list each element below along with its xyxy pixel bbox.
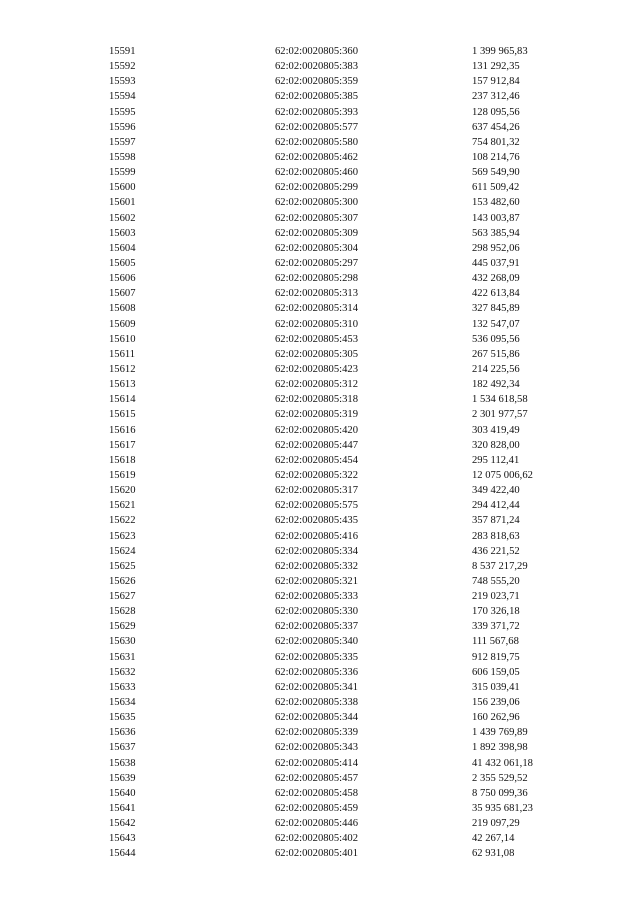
table-row [109, 604, 579, 619]
table-row [109, 241, 579, 256]
cadastral-value-cell: 298 952,06 [472, 242, 520, 254]
table-row [109, 453, 579, 468]
row-number-cell: 15596 [109, 121, 136, 133]
cadastral-value-cell: 294 412,44 [472, 500, 520, 512]
cadastral-value-cell: 219 023,71 [472, 591, 520, 603]
cadastral-number-cell: 62:02:0020805:447 [275, 439, 358, 451]
row-number-cell: 15625 [109, 560, 136, 572]
cadastral-value-cell: 912 819,75 [472, 651, 520, 663]
table-row [109, 150, 579, 165]
cadastral-value-cell: 339 371,72 [472, 621, 520, 633]
row-number-cell: 15621 [109, 500, 136, 512]
cadastral-number-cell: 62:02:0020805:402 [275, 833, 358, 845]
row-number-cell: 15629 [109, 621, 136, 633]
cadastral-value-cell: 267 515,86 [472, 348, 520, 360]
row-number-cell: 15610 [109, 333, 136, 345]
row-number-cell: 15641 [109, 803, 136, 815]
row-number-cell: 15617 [109, 439, 136, 451]
table-row [109, 377, 579, 392]
cadastral-number-cell: 62:02:0020805:312 [275, 379, 358, 391]
table-row [109, 710, 579, 725]
row-number-cell: 15623 [109, 530, 136, 542]
row-number-cell: 15592 [109, 61, 136, 73]
row-number-cell: 15595 [109, 106, 136, 118]
cadastral-value-cell: 132 547,07 [472, 318, 520, 330]
cadastral-value-cell: 12 075 006,62 [472, 469, 533, 481]
row-number-cell: 15614 [109, 394, 136, 406]
row-number-cell: 15597 [109, 136, 136, 148]
row-number-cell: 15628 [109, 606, 136, 618]
row-number-cell: 15598 [109, 151, 136, 163]
cadastral-number-cell: 62:02:0020805:435 [275, 515, 358, 527]
row-number-cell: 15643 [109, 833, 136, 845]
cadastral-number-cell: 62:02:0020805:360 [275, 46, 358, 57]
row-number-cell: 15608 [109, 303, 136, 315]
cadastral-value-cell: 41 432 061,18 [472, 757, 533, 769]
table-row [109, 846, 579, 861]
cadastral-value-cell: 2 301 977,57 [472, 409, 528, 421]
table-row [109, 89, 579, 104]
table-row [109, 286, 579, 301]
cadastral-number-cell: 62:02:0020805:319 [275, 409, 358, 421]
cadastral-number-cell: 62:02:0020805:460 [275, 167, 358, 179]
cadastral-number-cell: 62:02:0020805:300 [275, 197, 358, 209]
table-row [109, 619, 579, 634]
cadastral-number-cell: 62:02:0020805:420 [275, 424, 358, 436]
cadastral-value-cell: 143 003,87 [472, 212, 520, 224]
row-number-cell: 15600 [109, 182, 136, 194]
cadastral-number-cell: 62:02:0020805:385 [275, 91, 358, 103]
cadastral-number-cell: 62:02:0020805:341 [275, 681, 358, 693]
row-number-cell: 15619 [109, 469, 136, 481]
table-row [109, 407, 579, 422]
row-number-cell: 15642 [109, 818, 136, 830]
cadastral-number-cell: 62:02:0020805:314 [275, 303, 358, 315]
row-number-cell: 15634 [109, 697, 136, 709]
cadastral-number-cell: 62:02:0020805:318 [275, 394, 358, 406]
cadastral-value-cell: 219 097,29 [472, 818, 520, 830]
table-row [109, 271, 579, 286]
row-number-cell: 15640 [109, 787, 136, 799]
cadastral-value-cell: 611 509,42 [472, 182, 520, 194]
cadastral-value-cell: 156 239,06 [472, 697, 520, 709]
row-number-cell: 15635 [109, 712, 136, 724]
table-row [109, 740, 579, 755]
cadastral-number-cell: 62:02:0020805:383 [275, 61, 358, 73]
row-number-cell: 15622 [109, 515, 136, 527]
table-row [109, 544, 579, 559]
row-number-cell: 15637 [109, 742, 136, 754]
cadastral-number-cell: 62:02:0020805:454 [275, 454, 358, 466]
table-row [109, 665, 579, 680]
cadastral-number-cell: 62:02:0020805:446 [275, 818, 358, 830]
row-number-cell: 15631 [109, 651, 136, 663]
cadastral-number-cell: 62:02:0020805:336 [275, 666, 358, 678]
cadastral-value-cell: 170 326,18 [472, 606, 520, 618]
cadastral-number-cell: 62:02:0020805:343 [275, 742, 358, 754]
table-row [109, 211, 579, 226]
table-row [109, 680, 579, 695]
table-row [109, 120, 579, 135]
cadastral-value-cell: 422 613,84 [472, 288, 520, 300]
table-row [109, 44, 579, 59]
cadastral-value-cell: 315 039,41 [472, 681, 520, 693]
table-row [109, 392, 579, 407]
cadastral-number-cell: 62:02:0020805:299 [275, 182, 358, 194]
table-row [109, 362, 579, 377]
table-row [109, 559, 579, 574]
row-number-cell: 15616 [109, 424, 136, 436]
cadastral-number-cell: 62:02:0020805:340 [275, 636, 358, 648]
cadastral-number-cell: 62:02:0020805:298 [275, 273, 358, 285]
cadastral-number-cell: 62:02:0020805:577 [275, 121, 358, 133]
cadastral-value-cell: 637 454,26 [472, 121, 520, 133]
table-row [109, 135, 579, 150]
cadastral-value-cell: 35 935 681,23 [472, 803, 533, 815]
cadastral-value-cell: 128 095,56 [472, 106, 520, 118]
cadastral-value-cell: 1 534 618,58 [472, 394, 528, 406]
cadastral-value-cell: 111 567,68 [472, 636, 519, 648]
table-row [109, 634, 579, 649]
cadastral-number-cell: 62:02:0020805:401 [275, 848, 358, 860]
cadastral-value-cell: 157 912,84 [472, 76, 520, 88]
cadastral-value-cell: 357 871,24 [472, 515, 520, 527]
row-number-cell: 15620 [109, 485, 136, 497]
table-row [109, 105, 579, 120]
row-number-cell: 15626 [109, 575, 136, 587]
cadastral-number-cell: 62:02:0020805:453 [275, 333, 358, 345]
cadastral-value-cell: 349 422,40 [472, 485, 520, 497]
row-number-cell: 15636 [109, 727, 136, 739]
table-row [109, 650, 579, 665]
cadastral-value-cell: 303 419,49 [472, 424, 520, 436]
row-number-cell: 15601 [109, 197, 136, 209]
cadastral-value-cell: 1 439 769,89 [472, 727, 528, 739]
cadastral-value-cell: 1 892 398,98 [472, 742, 528, 754]
cadastral-value-cell: 2 355 529,52 [472, 772, 528, 784]
row-number-cell: 15615 [109, 409, 136, 421]
row-number-cell: 15638 [109, 757, 136, 769]
row-number-cell: 15618 [109, 454, 136, 466]
cadastral-number-cell: 62:02:0020805:330 [275, 606, 358, 618]
cadastral-number-cell: 62:02:0020805:423 [275, 363, 358, 375]
cadastral-number-cell: 62:02:0020805:458 [275, 787, 358, 799]
row-number-cell: 15644 [109, 848, 136, 860]
cadastral-value-cell: 445 037,91 [472, 257, 520, 269]
cadastral-number-cell: 62:02:0020805:335 [275, 651, 358, 663]
cadastral-number-cell: 62:02:0020805:307 [275, 212, 358, 224]
cadastral-number-cell: 62:02:0020805:297 [275, 257, 358, 269]
table-row [109, 771, 579, 786]
cadastral-number-cell: 62:02:0020805:344 [275, 712, 358, 724]
table-row [109, 74, 579, 89]
cadastral-value-cell: 153 482,60 [472, 197, 520, 209]
cadastral-value-cell: 606 159,05 [472, 666, 520, 678]
row-number-cell: 15604 [109, 242, 136, 254]
row-number-cell: 15609 [109, 318, 136, 330]
cadastral-value-cell: 8 750 099,36 [472, 787, 528, 799]
table-row [109, 529, 579, 544]
cadastral-value-cell: 563 385,94 [472, 227, 520, 239]
row-number-cell: 15627 [109, 591, 136, 603]
cadastral-value-cell: 1 399 965,83 [472, 46, 528, 57]
table-row [109, 695, 579, 710]
table-row [109, 589, 579, 604]
row-number-cell: 15607 [109, 288, 136, 300]
cadastral-number-cell: 62:02:0020805:305 [275, 348, 358, 360]
cadastral-number-cell: 62:02:0020805:414 [275, 757, 358, 769]
cadastral-number-cell: 62:02:0020805:337 [275, 621, 358, 633]
cadastral-value-cell: 432 268,09 [472, 273, 520, 285]
cadastral-value-cell: 62 931,08 [472, 848, 515, 860]
table-row [109, 438, 579, 453]
cadastral-value-cell: 8 537 217,29 [472, 560, 528, 572]
row-number-cell: 15630 [109, 636, 136, 648]
cadastral-value-cell: 327 845,89 [472, 303, 520, 315]
cadastral-number-cell: 62:02:0020805:575 [275, 500, 358, 512]
cadastral-number-cell: 62:02:0020805:457 [275, 772, 358, 784]
cadastral-value-cell: 42 267,14 [472, 833, 515, 845]
table-row [109, 831, 579, 846]
cadastral-value-cell: 748 555,20 [472, 575, 520, 587]
cadastral-value-cell: 160 262,96 [472, 712, 520, 724]
table-row [109, 301, 579, 316]
row-number-cell: 15611 [109, 348, 136, 360]
cadastral-value-cell: 754 801,32 [472, 136, 520, 148]
cadastral-number-cell: 62:02:0020805:339 [275, 727, 358, 739]
table-row [109, 513, 579, 528]
cadastral-number-cell: 62:02:0020805:359 [275, 76, 358, 88]
cadastral-number-cell: 62:02:0020805:322 [275, 469, 358, 481]
row-number-cell: 15624 [109, 545, 136, 557]
cadastral-value-cell: 436 221,52 [472, 545, 520, 557]
row-number-cell: 15591 [109, 46, 136, 57]
cadastral-value-cell: 283 818,63 [472, 530, 520, 542]
row-number-cell: 15632 [109, 666, 136, 678]
cadastral-value-cell: 182 492,34 [472, 379, 520, 391]
table-row [109, 347, 579, 362]
cadastral-number-cell: 62:02:0020805:459 [275, 803, 358, 815]
row-number-cell: 15613 [109, 379, 136, 391]
table-row [109, 317, 579, 332]
row-number-cell: 15602 [109, 212, 136, 224]
cadastral-number-cell: 62:02:0020805:321 [275, 575, 358, 587]
table-row [109, 423, 579, 438]
table-row [109, 801, 579, 816]
table-row [109, 756, 579, 771]
cadastral-number-cell: 62:02:0020805:317 [275, 485, 358, 497]
table-row [109, 256, 579, 271]
cadastral-number-cell: 62:02:0020805:313 [275, 288, 358, 300]
row-number-cell: 15612 [109, 363, 136, 375]
table-row [109, 725, 579, 740]
row-number-cell: 15593 [109, 76, 136, 88]
cadastral-value-cell: 295 112,41 [472, 454, 520, 466]
row-number-cell: 15599 [109, 167, 136, 179]
cadastral-number-cell: 62:02:0020805:310 [275, 318, 358, 330]
cadastral-value-table [109, 44, 579, 862]
table-row [109, 226, 579, 241]
table-row [109, 786, 579, 801]
cadastral-number-cell: 62:02:0020805:309 [275, 227, 358, 239]
row-number-cell: 15605 [109, 257, 136, 269]
row-number-cell: 15633 [109, 681, 136, 693]
table-row [109, 195, 579, 210]
cadastral-value-cell: 320 828,00 [472, 439, 520, 451]
cadastral-number-cell: 62:02:0020805:334 [275, 545, 358, 557]
cadastral-value-cell: 214 225,56 [472, 363, 520, 375]
cadastral-number-cell: 62:02:0020805:333 [275, 591, 358, 603]
cadastral-value-cell: 237 312,46 [472, 91, 520, 103]
row-number-cell: 15594 [109, 91, 136, 103]
table-row [109, 332, 579, 347]
table-row [109, 165, 579, 180]
cadastral-value-cell: 108 214,76 [472, 151, 520, 163]
table-row [109, 59, 579, 74]
cadastral-number-cell: 62:02:0020805:393 [275, 106, 358, 118]
table-row [109, 180, 579, 195]
table-row [109, 574, 579, 589]
cadastral-number-cell: 62:02:0020805:580 [275, 136, 358, 148]
table-row [109, 483, 579, 498]
cadastral-value-cell: 569 549,90 [472, 167, 520, 179]
cadastral-number-cell: 62:02:0020805:338 [275, 697, 358, 709]
row-number-cell: 15639 [109, 772, 136, 784]
table-row [109, 816, 579, 831]
table-row [109, 468, 579, 483]
table-row [109, 498, 579, 513]
cadastral-number-cell: 62:02:0020805:332 [275, 560, 358, 572]
cadastral-value-cell: 536 095,56 [472, 333, 520, 345]
cadastral-number-cell: 62:02:0020805:304 [275, 242, 358, 254]
cadastral-value-cell: 131 292,35 [472, 61, 520, 73]
cadastral-number-cell: 62:02:0020805:462 [275, 151, 358, 163]
row-number-cell: 15603 [109, 227, 136, 239]
row-number-cell: 15606 [109, 273, 136, 285]
cadastral-number-cell: 62:02:0020805:416 [275, 530, 358, 542]
